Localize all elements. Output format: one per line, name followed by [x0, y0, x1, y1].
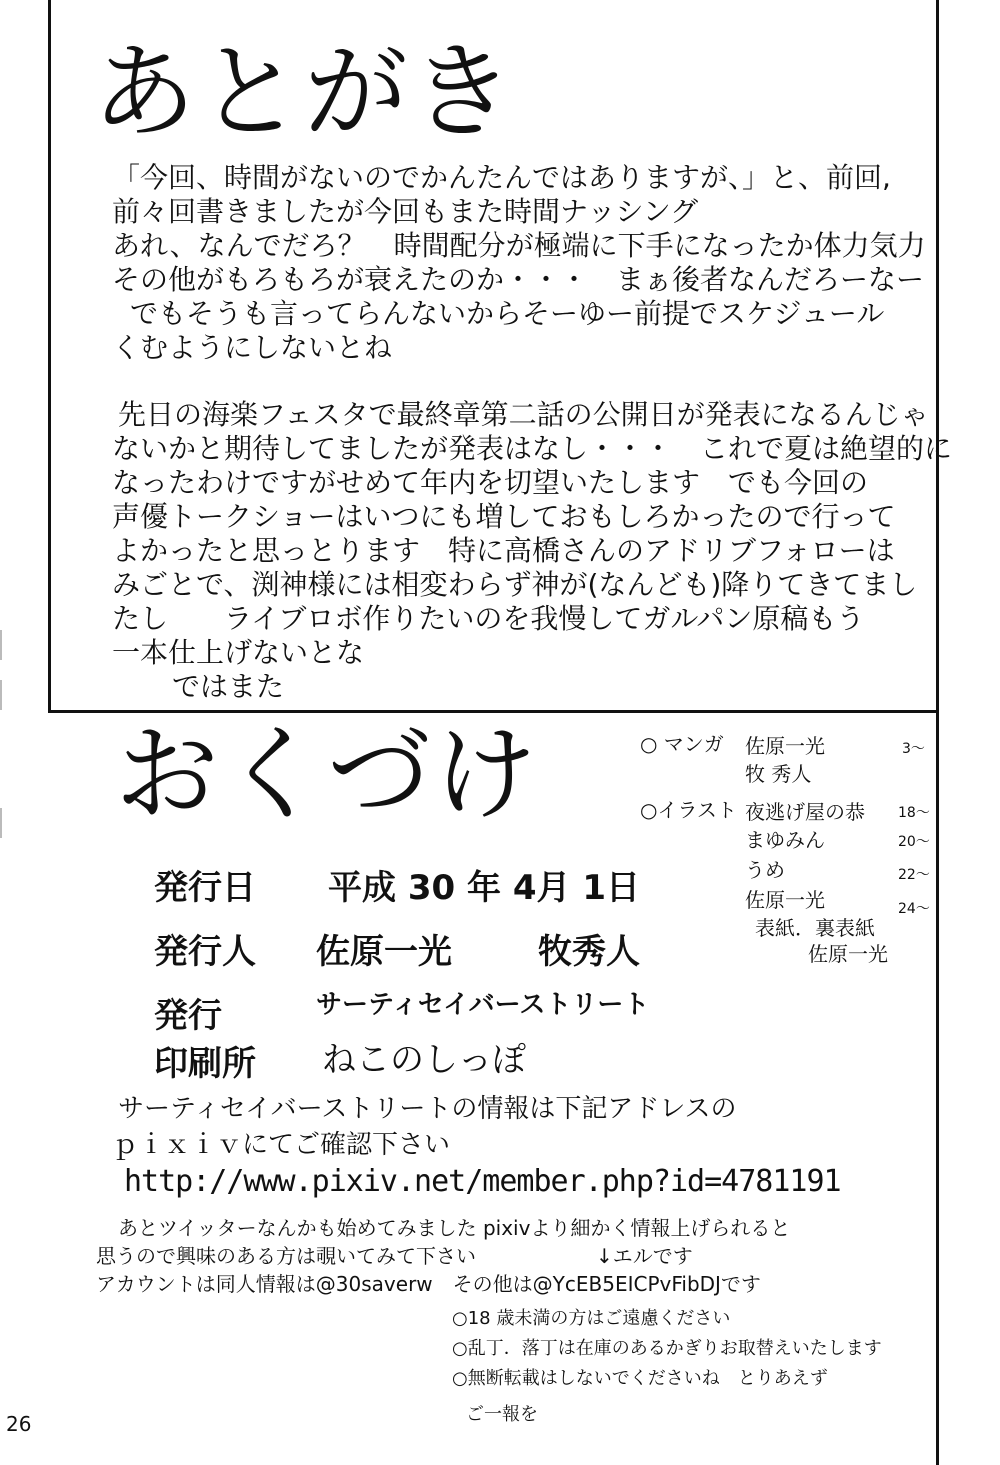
credits-manga-page: 3～ [902, 741, 925, 757]
issuer-value: サーティセイバーストリート [316, 990, 650, 1020]
margin-mark [0, 630, 8, 660]
info-line: ｐｉｘｉｖにてご確認下さい [112, 1130, 451, 1160]
credits-manga-name: 牧 秀人 [745, 762, 812, 786]
page-number: 26 [6, 1412, 32, 1436]
afterword-line: ないかと期待してましたが発表はなし・・・ これで夏は絶望的に [112, 432, 953, 465]
twitter-line: あとツイッターなんかも始めてみました pixivより細かく情報上げられると [118, 1216, 791, 1240]
twitter-line: アカウントは同人情報は@30saverw その他は@YcEB5EICPvFibDJです [96, 1272, 761, 1296]
afterword-line: その他がもろもろが衰えたのか・・・ まぁ後者なんだろーなー [112, 263, 925, 296]
issuer-label: 発行 [154, 996, 222, 1036]
printer-label: 印刷所 [154, 1044, 256, 1084]
frame-left-rule [48, 0, 51, 712]
notice-line: ○無断転載はしないでくださいね とりあえず [452, 1368, 828, 1389]
notice-line: ○乱丁．落丁は在庫のあるかぎりお取替えいたします [452, 1338, 882, 1359]
afterword-line: 前々回書きましたが今回もまた時間ナッシング [112, 195, 699, 228]
credits-illust-page: 20～ [898, 834, 930, 850]
printer-value: ねこのしっぽ [322, 1040, 526, 1080]
afterword-line: みごとで、渕神様には相変わらず神が(なんども)降りてきてまし [112, 568, 918, 601]
credits-manga-label: ○ マンガ [640, 732, 724, 756]
credits-illust-name: まゆみん [745, 828, 825, 852]
afterword-title: あとがき [92, 31, 517, 153]
credits-cover-label: 表紙．裏表紙 [755, 916, 875, 940]
afterword-line: たし ライブロボ作りたいのを我慢してガルパン原稿もう [112, 602, 865, 635]
notice-line: ご一報を [466, 1404, 538, 1425]
credits-illust-page: 22～ [898, 867, 930, 883]
twitter-line: 思うので興味のある方は覗いてみて下さい ↓エルです [96, 1244, 693, 1268]
margin-mark [0, 808, 8, 838]
credits-cover-name: 佐原一光 [808, 942, 888, 966]
afterword-line: 一本仕上げないとな [112, 636, 365, 669]
afterword-line: よかったと思っとります 特に高橋さんのアドリブフォローは [112, 534, 895, 567]
frame-right-rule [936, 0, 939, 1465]
afterword-line: 先日の海楽フェスタで最終章第二話の公開日が発表になるんじゃ [118, 398, 929, 431]
publisher-value: 佐原一光 [316, 932, 452, 972]
afterword-line: あれ、なんでだろ？ 時間配分が極端に下手になったか体力気力 [112, 229, 926, 262]
afterword-line: でもそうも言ってらんないからそーゆー前提でスケジュール [130, 297, 885, 330]
credits-illust-name: 佐原一光 [745, 888, 825, 912]
credits-illust-label: ○イラスト [640, 798, 737, 822]
afterword-line: ではまた [172, 670, 285, 703]
publisher-value: 牧秀人 [538, 932, 640, 972]
notice-line: ○18 歳未満の方はご遠慮ください [452, 1308, 731, 1329]
afterword-line: 声優トークショーはいつにも増しておもしろかったので行って [112, 500, 896, 533]
afterword-line: くむようにしないとね [112, 331, 393, 364]
credits-illust-page: 24～ [898, 901, 930, 917]
publisher-label: 発行人 [154, 932, 256, 972]
credits-illust-name: うめ [745, 858, 785, 882]
info-line: サーティセイバーストリートの情報は下記アドレスの [118, 1094, 737, 1124]
issue-date-value: 平成 30 年 4月 1日 [328, 868, 640, 908]
credits-illust-page: 18～ [898, 805, 930, 821]
afterword-line: 「今回、時間がないのでかんたんではありますが、」と、前回, [112, 161, 891, 194]
issue-date-label: 発行日 [154, 868, 256, 908]
margin-mark [0, 680, 8, 710]
afterword-line: なったわけですがせめて年内を切望いたします でも今回の [112, 466, 869, 499]
pixiv-url[interactable]: http://www.pixiv.net/member.php?id=4781191 [124, 1164, 841, 1199]
colophon-title: おくづけ [115, 713, 540, 835]
credits-manga-name: 佐原一光 [745, 734, 825, 758]
credits-illust-name: 夜逃げ屋の恭 [745, 800, 865, 824]
